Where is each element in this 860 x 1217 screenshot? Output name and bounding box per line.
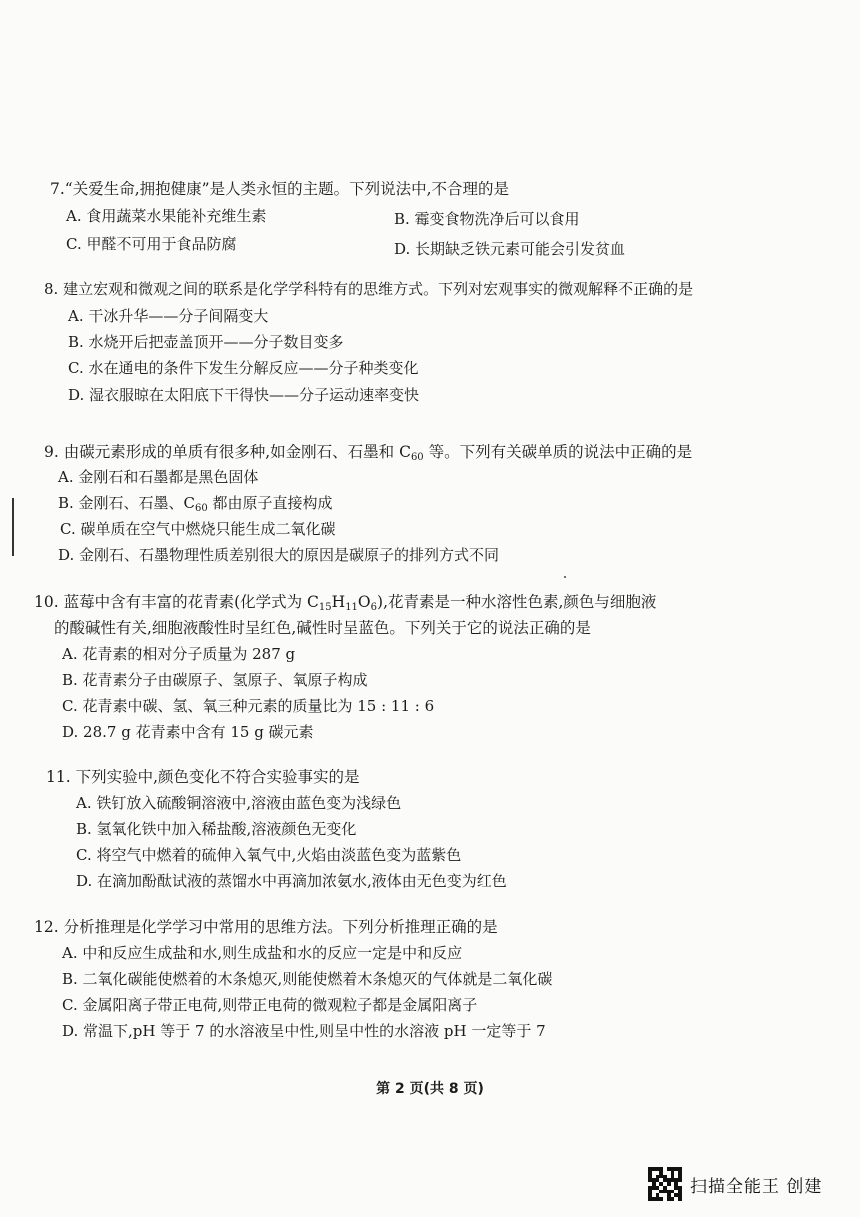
question-12-option-b: B. 二氧化碳能使燃着的木条熄灭,则能使燃着木条熄灭的气体就是二氧化碳 (62, 970, 553, 988)
question-11-option-a: A. 铁钉放入硫酸铜溶液中,溶液由蓝色变为浅绿色 (76, 794, 402, 812)
question-7-option-a: A. 食用蔬菜水果能补充维生素 (66, 207, 267, 225)
formula-h: H (331, 593, 346, 611)
question-8-stem: 8. 建立宏观和微观之间的联系是化学学科特有的思维方式。下列对宏观事实的微观解释不正确的是 (44, 280, 694, 298)
question-8-option-b: B. 水烧开后把壶盖顶开——分子数目变多 (68, 333, 344, 351)
question-9-option-b-text-end: 都由原子直接构成 (207, 494, 333, 512)
formula-o: O (357, 593, 371, 611)
question-10-stem-line-1 (34, 591, 656, 613)
qr-code-icon (648, 1167, 682, 1201)
question-11-option-b: B. 氢氧化铁中加入稀盐酸,溶液颜色无变化 (76, 820, 357, 838)
question-9-stem (44, 441, 692, 463)
question-10-stem-suffix: ),花青素是一种水溶性色素,颜色与细胞液 (377, 593, 657, 611)
watermark-text: 扫描全能王 创建 (690, 1176, 823, 1197)
question-9-stem-text: 9. 由碳元素形成的单质有很多种,如金刚石、石墨和 C (44, 443, 411, 461)
question-8-option-d: D. 湿衣服晾在太阳底下干得快——分子运动速率变快 (68, 386, 420, 404)
question-9-stem-text-end: 等。下列有关碳单质的说法中正确的是 (423, 443, 693, 461)
scan-speck (564, 576, 566, 578)
question-7-option-b: B. 霉变食物洗净后可以食用 (394, 210, 580, 228)
page-footer: 第 2 页(共 8 页) (376, 1081, 484, 1097)
question-10-stem-prefix: 10. 蓝莓中含有丰富的花青素(化学式为 C (34, 593, 319, 611)
question-7-stem: 7.“关爱生命,拥抱健康”是人类永恒的主题。下列说法中,不合理的是 (50, 180, 509, 198)
question-11-stem: 11. 下列实验中,颜色变化不符合实验事实的是 (46, 768, 360, 786)
question-9-option-a: A. 金刚石和石墨都是黑色固体 (58, 468, 259, 486)
scanner-watermark (648, 1164, 822, 1204)
question-12-option-a: A. 中和反应生成盐和水,则生成盐和水的反应一定是中和反应 (62, 944, 463, 962)
question-12-option-c: C. 金属阳离子带正电荷,则带正电荷的微观粒子都是金属阳离子 (62, 996, 478, 1014)
question-10-option-b: B. 花青素分子由碳原子、氢原子、氧原子构成 (62, 671, 368, 689)
scan-margin-mark (12, 498, 14, 556)
question-11-option-c: C. 将空气中燃着的硫伸入氧气中,火焰由淡蓝色变为蓝紫色 (76, 846, 462, 864)
question-9-stem-subscript: 60 (410, 452, 424, 463)
question-7-option-d: D. 长期缺乏铁元素可能会引发贫血 (394, 240, 626, 258)
question-10-option-d: D. 28.7 g 花青素中含有 15 g 碳元素 (62, 723, 314, 741)
question-8-option-a: A. 干冰升华——分子间隔变大 (68, 307, 269, 325)
question-11-option-d: D. 在滴加酚酞试液的蒸馏水中再滴加浓氨水,液体由无色变为红色 (76, 872, 507, 890)
question-12-stem: 12. 分析推理是化学学习中常用的思维方法。下列分析推理正确的是 (34, 918, 498, 936)
question-10-option-a: A. 花青素的相对分子质量为 287 g (62, 645, 296, 663)
question-9-option-d: D. 金刚石、石墨物理性质差别很大的原因是碳原子的排列方式不同 (58, 546, 500, 564)
question-10-option-c: C. 花青素中碳、氢、氧三种元素的质量比为 15 : 11 : 6 (62, 697, 435, 715)
question-9-option-c: C. 碳单质在空气中燃烧只能生成二氧化碳 (60, 520, 336, 538)
question-12-option-d: D. 常温下,pH 等于 7 的水溶液呈中性,则呈中性的水溶液 pH 一定等于 7 (62, 1022, 546, 1040)
question-10-stem-line-2: 的酸碱性有关,细胞液酸性时呈红色,碱性时呈蓝色。下列关于它的说法正确的是 (54, 619, 591, 637)
question-7-option-c: C. 甲醛不可用于食品防腐 (66, 235, 237, 253)
question-9-option-b-text: B. 金刚石、石墨、C (58, 494, 196, 512)
question-9-option-b (58, 492, 333, 514)
formula-subscript-o: 6 (370, 602, 378, 613)
formula-subscript-h: 11 (345, 602, 358, 613)
question-8-option-c: C. 水在通电的条件下发生分解反应——分子种类变化 (68, 359, 419, 377)
question-9-option-b-subscript: 60 (195, 503, 208, 514)
formula-subscript-c: 15 (318, 602, 332, 613)
